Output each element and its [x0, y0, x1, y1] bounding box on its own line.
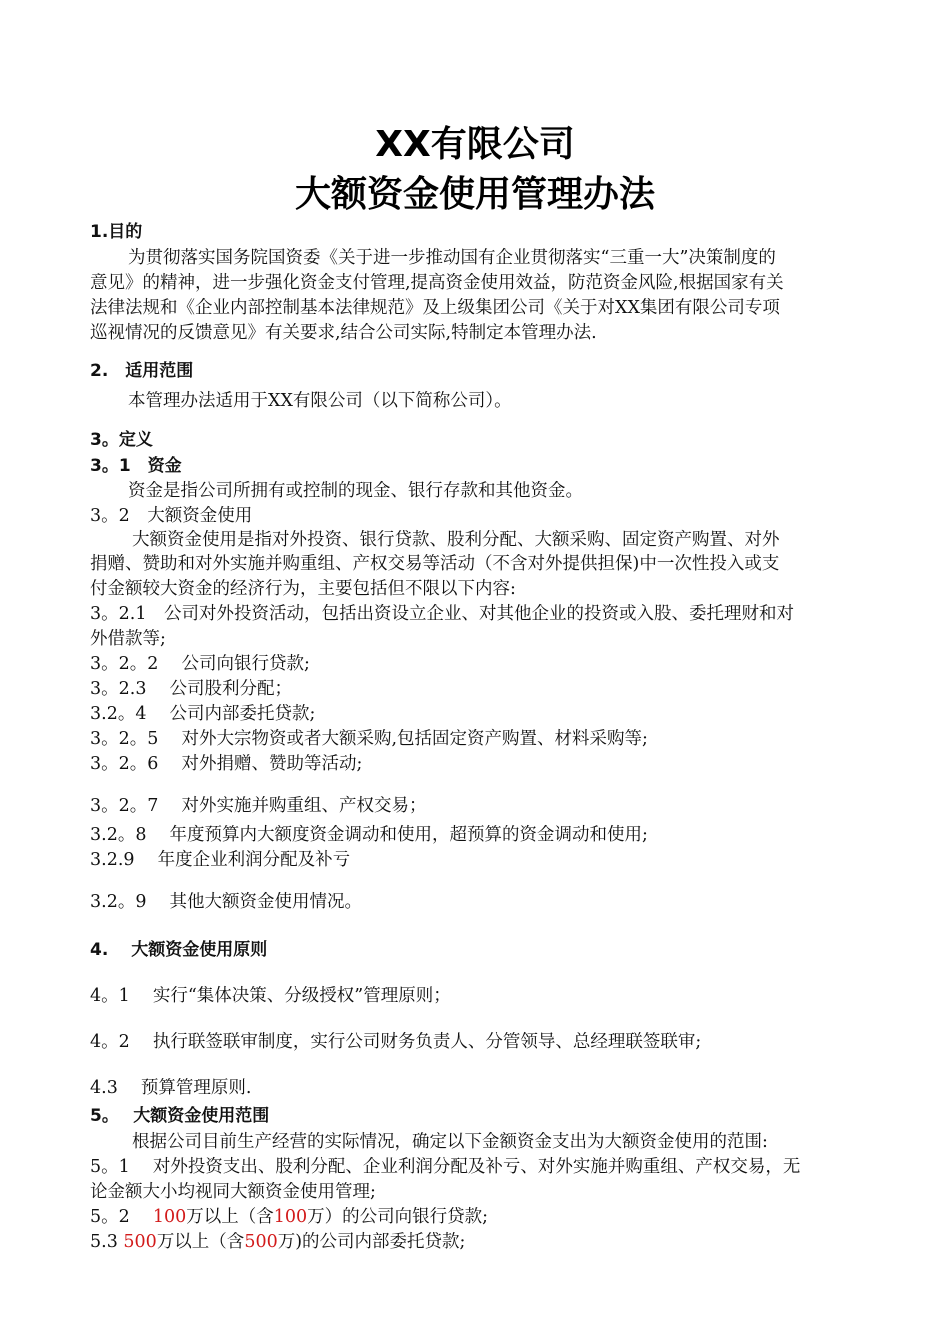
section-1-heading: 1.目的	[90, 222, 143, 242]
highlighted-amount: 500	[123, 1232, 157, 1252]
list-item: 3.2.9 年度企业利润分配及补亏	[90, 850, 351, 870]
list-item-continuation: 论金额大小均视同大额资金使用管理;	[90, 1182, 376, 1202]
paragraph-line: 根据公司目前生产经营的实际情况，确定以下金额资金支出为大额资金使用的范围:	[132, 1132, 768, 1152]
section-2-heading: 2. 适用范围	[90, 361, 194, 381]
section-3-heading: 3。定义	[90, 430, 153, 450]
list-item: 3。2。2 公司向银行贷款;	[90, 654, 310, 674]
list-item: 3。2.3 公司股利分配；	[90, 679, 293, 699]
section-5-heading: 5。 大额资金使用范围	[90, 1106, 270, 1126]
paragraph-line: 捐赠、赞助和对外实施并购重组、产权交易等活动（不含对外提供担保)中一次性投入或支	[90, 554, 780, 574]
highlighted-amount: 500	[244, 1232, 278, 1252]
paragraph-line: 资金是指公司所拥有或控制的现金、银行存款和其他资金。	[128, 481, 583, 501]
paragraph-line: 为贯彻落实国务院国资委《关于进一步推动国有企业贯彻落实“三重一大”决策制度的	[128, 248, 776, 268]
list-item: 3。2。7 对外实施并购重组、产权交易；	[90, 796, 427, 816]
paragraph-line: 法律法规和《企业内部控制基本法律规范》及上级集团公司《关于对XX集团有限公司专项	[90, 298, 780, 318]
list-item: 3.2。8 年度预算内大额度资金调动和使用，超预算的资金调动和使用;	[90, 825, 648, 845]
item-number: 5。2	[90, 1207, 153, 1227]
list-item: 3.2。9 其他大额资金使用情况。	[90, 892, 363, 912]
item-text: 万）的公司向银行贷款;	[307, 1207, 489, 1227]
list-item: 4。2 执行联签联审制度，实行公司财务负责人、分管领导、总经理联签联审;	[90, 1032, 702, 1052]
list-item: 3。2.1 公司对外投资活动，包括出资设立企业、对其他企业的投资或入股、委托理财和对	[90, 604, 794, 624]
highlighted-amount: 100	[152, 1207, 187, 1227]
section-4-heading: 4. 大额资金使用原则	[90, 940, 268, 960]
document-main-title: 大额资金使用管理办法	[294, 174, 655, 215]
section-3-2-heading: 3。2 大额资金使用	[90, 506, 253, 526]
item-text: 万)的公司内部委托贷款;	[277, 1232, 466, 1252]
list-item: 5。1 对外投资支出、股利分配、企业利润分配及补亏、对外实施并购重组、产权交易，无	[90, 1157, 801, 1177]
list-item	[90, 1229, 870, 1255]
paragraph-line: 大额资金使用是指对外投资、银行贷款、股利分配、大额采购、固定资产购置、对外	[132, 530, 780, 550]
list-item: 4。1 实行“集体决策、分级授权”管理原则；	[90, 986, 451, 1006]
item-text: 万以上（含	[186, 1207, 274, 1227]
list-item: 3。2。5 对外大宗物资或者大额采购,包括固定资产购置、材料采购等;	[90, 729, 648, 749]
item-number: 5.3	[90, 1232, 124, 1252]
list-item	[90, 1204, 870, 1230]
list-item-continuation: 外借款等;	[90, 629, 166, 649]
section-3-1-heading: 3。1 资金	[90, 456, 182, 476]
list-item: 3.2。4 公司内部委托贷款;	[90, 704, 316, 724]
highlighted-amount: 100	[273, 1207, 308, 1227]
paragraph-line: 付金额较大资金的经济行为，主要包括但不限以下内容:	[90, 579, 516, 599]
paragraph-line: 本管理办法适用于XX有限公司（以下简称公司）。	[128, 391, 512, 411]
document-company-title: XX有限公司	[375, 124, 575, 165]
list-item: 4.3 预算管理原则.	[90, 1078, 252, 1098]
paragraph-line: 巡视情况的反馈意见》有关要求,结合公司实际,特制定本管理办法.	[90, 323, 597, 343]
list-item: 3。2。6 对外捐赠、赞助等活动;	[90, 754, 363, 774]
paragraph-line: 意见》的精神，进一步强化资金支付管理,提高资金使用效益，防范资金风险,根据国家有关	[90, 273, 784, 293]
item-text: 万以上（含	[156, 1232, 245, 1252]
